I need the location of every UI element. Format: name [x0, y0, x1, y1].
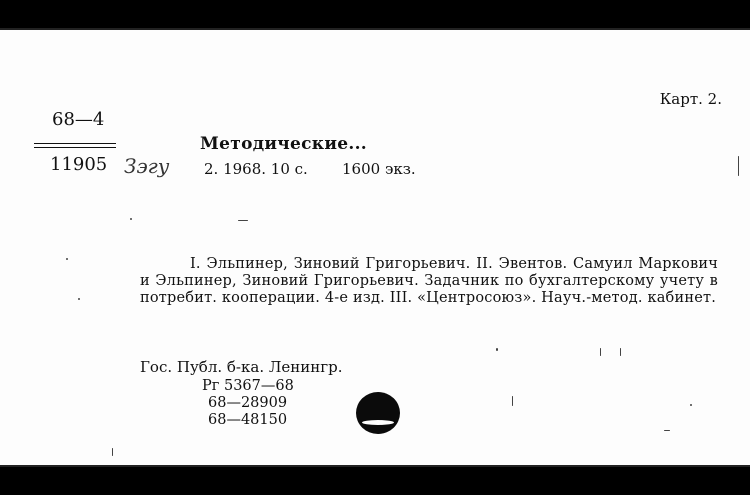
- registration-numbers: [202, 378, 294, 429]
- card-title: Методические...: [200, 134, 368, 154]
- speck: [66, 258, 68, 260]
- speck: [664, 430, 670, 431]
- accession-number: 11905: [50, 154, 108, 175]
- speck: [600, 348, 601, 356]
- divider-line: [34, 147, 116, 148]
- registration-number: Рг 5367—68: [202, 378, 294, 394]
- speck: [496, 348, 498, 351]
- speck: [512, 396, 513, 406]
- speck: [78, 298, 80, 300]
- publication-info: 2. 1968. 10 с.: [204, 160, 308, 178]
- card-body-text: I. Эльпинер, Зиновий Григорьевич. II. Эвентов. Самуил Маркович и Эльпинер, Зиновий Григорьевич. Задачник по бухгалтерскому учету в потребит. кооперации. 4-е изд. III. «Центросоюз». Науч.-метод. кабинет.: [140, 256, 718, 306]
- speck: [690, 404, 692, 406]
- library-name: Гос. Публ. б-ка. Ленингр.: [140, 358, 343, 376]
- speck: [738, 156, 739, 176]
- handwritten-note: Зэгу: [124, 154, 170, 178]
- registration-number: 68—48150: [208, 412, 288, 428]
- speck: [130, 218, 132, 220]
- speck: [112, 448, 113, 456]
- classification-code: 68—4: [52, 109, 105, 130]
- speck: [620, 348, 621, 356]
- punch-hole: [356, 392, 400, 434]
- card-paper: [0, 28, 750, 467]
- divider-line: [34, 143, 116, 144]
- registration-number: 68—28909: [208, 395, 288, 411]
- speck: [238, 220, 248, 221]
- card-number: Карт. 2.: [659, 90, 722, 108]
- copies-count: 1600 экз.: [342, 160, 416, 178]
